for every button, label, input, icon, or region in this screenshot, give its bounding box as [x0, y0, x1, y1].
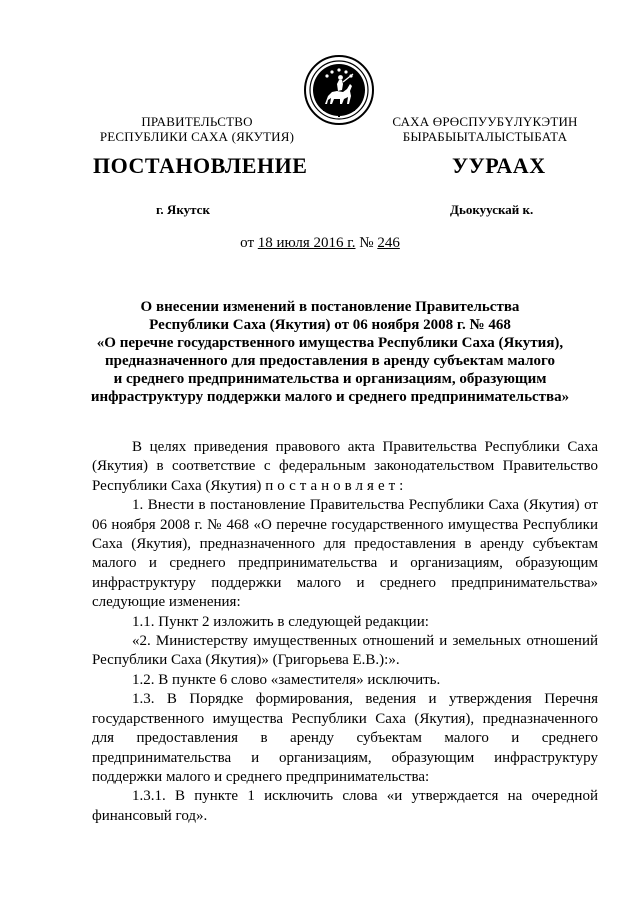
date-and-number	[0, 235, 640, 252]
doctype-russian: ПОСТАНОВЛЕНИЕ	[93, 153, 308, 178]
number-sign: №	[355, 235, 378, 251]
government-name-yakut	[380, 114, 590, 144]
document-body	[92, 438, 598, 826]
document-number: 246	[377, 235, 400, 251]
clause-1-paragraph: 1. Внести в постановление Правительства Республики Саха (Якутия) от 06 ноября 2008 г. № 468 «О перечне государственного имущества Республики Саха (Якутия), предназначенного для предоставления в аренду субъектам малого и среднего предпринимательства и организациям, образующим инфраструктуру поддержки малого и среднего предпринимательства» следующие изменения:	[92, 497, 598, 611]
date-prefix: от	[240, 235, 258, 251]
government-name-russian	[92, 114, 302, 144]
clause-1-1-paragraph: 1.1. Пункт 2 изложить в следующей редакции:	[132, 613, 429, 630]
resolves-word: постановляет:	[265, 477, 408, 494]
city-yakut: Дьокуускай к.	[450, 202, 534, 217]
city-russian: г. Якутск	[156, 202, 210, 217]
title-line: Республики Саха (Якутия) от 06 ноября 2008 г. № 468	[149, 317, 511, 333]
government-name-line2: РЕСПУБЛИКИ САХА (ЯКУТИЯ)	[99, 129, 295, 144]
title-line: О внесении изменений в постановление Правительства	[140, 299, 520, 315]
clause-1-2-paragraph: 1.2. В пункте 6 слово «заместителя» исключить.	[132, 671, 441, 688]
coat-of-arms-emblem-icon	[303, 54, 375, 126]
government-name-line1: ПРАВИТЕЛЬСТВО	[141, 114, 253, 129]
government-name-yakut-line1: САХА ӨРӨСПУУБҮЛҮКЭТИН	[392, 114, 578, 129]
government-name-yakut-line2: БЫРАБЫЫТАЛЫСТЫБАТА	[402, 129, 568, 144]
title-line: предназначенного для предоставления в аренду субъектам малого	[105, 353, 555, 369]
preamble-paragraph	[92, 438, 598, 496]
clause-1-1-quote-paragraph: «2. Министерству имущественных отношений и земельных отношений Республики Саха (Якутия)» (Григорьева Е.В.):».	[92, 633, 598, 669]
doctype-yakut: УУРААХ	[452, 153, 546, 178]
document-title	[80, 298, 580, 406]
clause-1-3-1-paragraph: 1.3.1. В пункте 1 исключить слова «и утверждается на очередной финансовый год».	[92, 788, 598, 824]
preamble-text: В целях приведения правового акта Правительства Республики Саха (Якутия) в соответствие с федеральным законодательством Правительство Республики Саха (Якутия)	[92, 439, 598, 494]
document-date: 18 июля 2016 г.	[257, 235, 356, 251]
clause-1-3-paragraph: 1.3. В Порядке формирования, ведения и утверждения Перечня государственного имущества Республики Саха (Якутия), предназначенного для предоставления в аренду субъектам малого и среднего предпринимательства и организациям, образующим инфраструктуру поддержки малого и среднего предпринимательства:	[92, 691, 598, 785]
title-line: «О перечне государственного имущества Республики Саха (Якутия),	[96, 335, 564, 351]
title-line: инфраструктуру поддержки малого и среднего предпринимательства»	[90, 389, 570, 405]
title-line: и среднего предпринимательства и организациям, образующим	[113, 371, 547, 387]
